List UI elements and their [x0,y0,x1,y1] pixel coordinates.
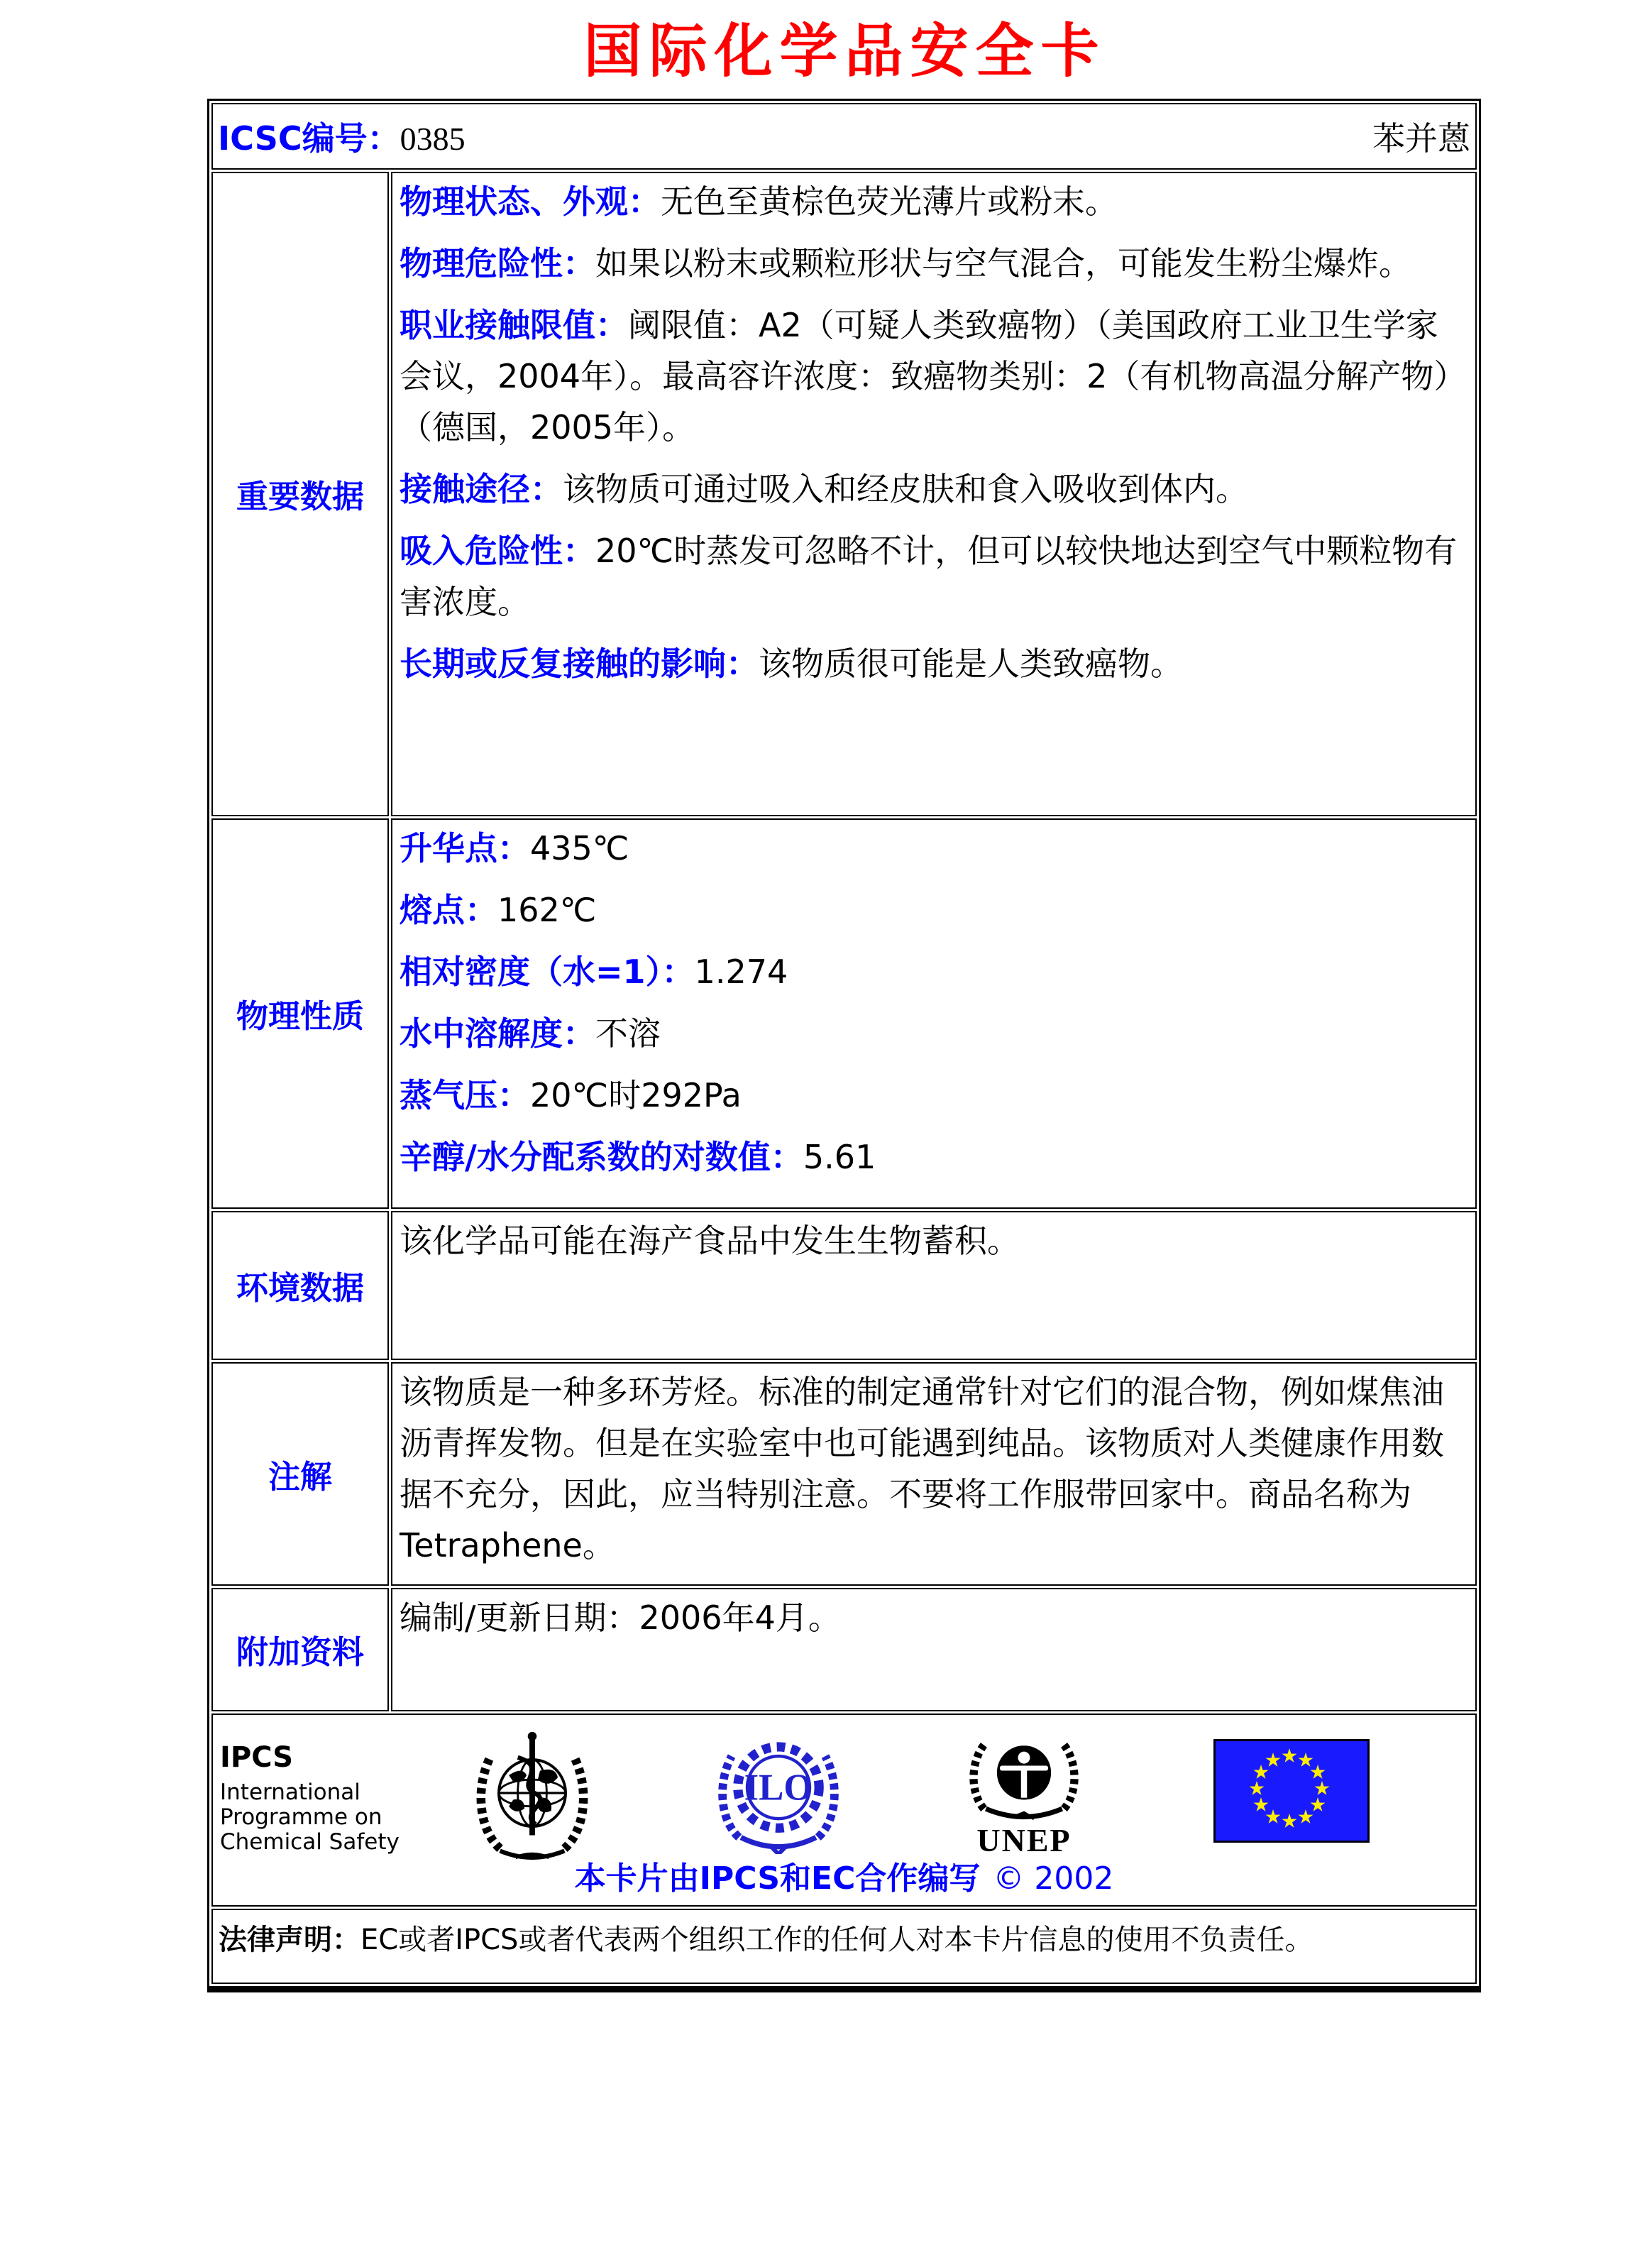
section-content-additional-information [391,1588,1477,1711]
icsc-number-label: ICSC编号： [218,119,400,158]
paragraph-label: 物理状态、外观： [400,182,661,221]
section-label-notes: 注解 [211,1362,389,1586]
unep-logo-icon [964,1731,1084,1823]
section-paragraph [400,946,1468,997]
section-paragraph [400,1215,1468,1266]
section-paragraph [400,176,1468,227]
paragraph-text: 如果以粉末或颗粒形状与空气混合，可能发生粉尘爆炸。 [595,243,1411,283]
section-paragraph [400,238,1468,289]
ipcs-line-3: Chemical Safety [220,1828,400,1855]
legal-label: 法律声明： [219,1923,360,1956]
section-paragraph [400,300,1468,453]
ipcs-text-block [220,1742,400,1855]
paragraph-label: 升华点： [400,828,530,867]
paragraph-text: 1.274 [694,952,788,991]
ipcs-line-2: Programme on [220,1804,382,1831]
unep-caption: UNEP [976,1821,1072,1858]
header-cell [211,103,1477,170]
paragraph-label: 职业接触限值： [400,305,628,344]
section-paragraph [400,1131,1468,1183]
row-environmental-data [211,1211,1477,1360]
icsc-number-value: 0385 [400,120,466,157]
who-logo-icon [470,1726,595,1860]
paragraph-label: 吸入危险性： [400,531,595,570]
row-notes [211,1362,1477,1586]
legal-row [211,1909,1477,1984]
paragraph-text: 该物质很可能是人类致癌物。 [759,644,1183,683]
paragraph-label: 相对密度（水=1）： [400,952,695,991]
paragraph-label: 接触途径： [400,469,563,508]
ipcs-line-1: International [220,1780,360,1806]
section-paragraph [400,638,1468,689]
ipcs-acronym: IPCS [220,1740,294,1774]
section-paragraph [400,1070,1468,1121]
paragraph-text: 编制/更新日期：2006年4月。 [400,1598,841,1637]
unep-logo-block [964,1731,1084,1859]
paragraph-text: 20℃时蒸发可忽略不计，但可以较快地达到空气中颗粒物有害浓度。 [400,531,1458,621]
logos-cell [211,1714,1477,1907]
chemical-name: 苯并蒽 [1372,120,1470,157]
paragraph-text: 无色至黄棕色荧光薄片或粉末。 [661,182,1118,221]
section-paragraph [400,1366,1468,1571]
paragraph-text: 不溶 [595,1014,661,1053]
copyright-text: © 2002 [993,1860,1114,1897]
row-additional-information [211,1588,1477,1711]
card-wrap [207,16,1482,1992]
paragraph-label: 物理危险性： [400,243,595,283]
paragraph-label: 长期或反复接触的影响： [400,644,759,683]
paragraph-text: 阈限值：A2（可疑人类致癌物）（美国政府工业卫生学家会议，2004年）。最高容许浓度：致癌物类别：2（有机物高温分解产物）（德国，2005年）。 [400,305,1467,446]
ilo-logo-icon [715,1729,842,1854]
section-paragraph [400,1592,1468,1643]
paragraph-text: 该物质可通过吸入和经皮肤和食入吸收到体内。 [563,469,1248,508]
section-paragraph [400,1008,1468,1059]
paragraph-text: 该物质是一种多环芳烃。标准的制定通常针对它们的混合物，例如煤焦油沥青挥发物。但是在实验室中也可能遇到纯品。该物质对人类健康作用数据不充分，因此，应当特别注意。不要将工作服带回家中。商品名称为Tetraphene。 [400,1372,1444,1564]
paragraph-label: 水中溶解度： [400,1014,595,1053]
section-paragraph [400,823,1468,874]
section-paragraph [400,525,1468,627]
paragraph-text: 435℃ [530,828,629,867]
section-content-environmental-data [391,1211,1477,1360]
legal-cell [211,1909,1477,1984]
paragraph-label: 熔点： [400,890,497,929]
icsc-number-group [218,113,466,160]
paragraph-label: 辛醇/水分配系数的对数值： [400,1137,803,1176]
paragraph-text: 162℃ [497,890,597,929]
section-label-additional-information: 附加资料 [211,1588,389,1711]
page-title: 国际化学品安全卡 [583,18,1106,85]
section-label-physical-properties: 物理性质 [211,818,389,1209]
ilo-letters: ILO [744,1767,813,1809]
row-physical-properties [211,818,1477,1209]
section-label-important-data: 重要数据 [211,172,389,816]
eu-flag-logo-icon [1213,1739,1370,1843]
section-content-important-data [391,172,1477,816]
legal-text: EC或者IPCS或者代表两个组织工作的任何人对本卡片信息的使用不负责任。 [360,1923,1314,1956]
section-paragraph [400,884,1468,936]
section-label-environmental-data: 环境数据 [211,1211,389,1360]
section-content-physical-properties [391,818,1477,1209]
section-content-notes [391,1362,1477,1586]
credit-text: 本卡片由IPCS和EC合作编写 [574,1860,981,1897]
section-paragraph [400,464,1468,515]
logos-row [211,1714,1477,1907]
paragraph-text: 该化学品可能在海产食品中发生生物蓄积。 [400,1221,1020,1260]
paragraph-text: 20℃时292Pa [530,1075,742,1114]
header-row [211,103,1477,170]
paragraph-text: 5.61 [803,1137,876,1176]
row-important-data [211,172,1477,816]
credit-line [213,1853,1475,1898]
paragraph-label: 蒸气压： [400,1075,530,1114]
icsc-table [207,99,1481,1992]
